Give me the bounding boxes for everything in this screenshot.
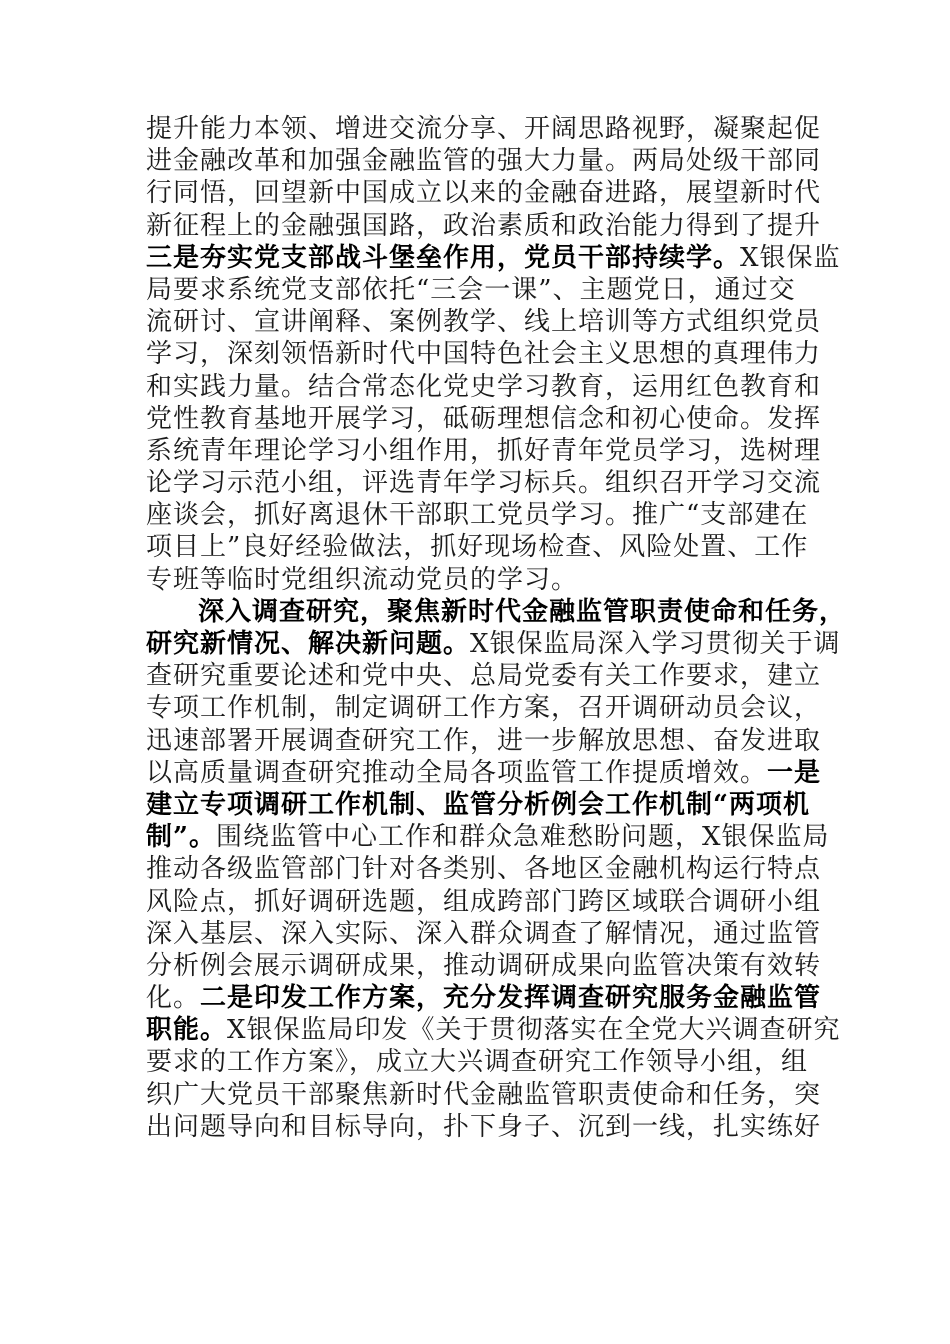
text-segment: 行同悟，回望新中国成立以来的金融奋进路，展望新时代 [146, 178, 822, 209]
text-line [146, 628, 841, 660]
text-line [146, 371, 822, 403]
text-line [146, 596, 847, 628]
text-line [146, 821, 830, 853]
text-line [146, 918, 822, 950]
text-segment: 专项工作机制，制定调研工作方案，召开调研动员会议， [146, 693, 822, 724]
bold-text-segment: 三是夯实党支部战斗堡垒作用，党员干部持续学。 [146, 242, 741, 273]
bold-text-segment: 二是印发工作方案，充分发挥调查研究服务金融监管 [200, 983, 822, 1014]
text-segment: 座谈会，抓好离退休干部职工党员学习。推广“支部建在 [146, 500, 809, 531]
bold-text-segment: 制”。 [146, 822, 216, 853]
text-line [146, 757, 822, 789]
text-line [146, 210, 822, 242]
text-segment: 提升能力本领、增进交流分享、开阔思路视野，凝聚起促 [146, 114, 822, 144]
text-line [146, 660, 822, 692]
text-line [146, 950, 822, 982]
bold-text-segment: 建立专项调研工作机制、监管分析例会工作机制“两项机 [146, 789, 810, 820]
text-segment: 分析例会展示调研成果，推动调研成果向监管决策有效转 [146, 950, 822, 981]
text-segment: 论学习示范小组，评选青年学习标兵。组织召开学习交流 [146, 468, 822, 499]
text-line [146, 853, 822, 885]
text-line [146, 499, 816, 531]
text-segment: 和实践力量。结合常态化党史学习教育，运用红色教育和 [146, 371, 822, 402]
bold-text-segment: 研究新情况、解决新问题。 [146, 629, 471, 659]
bold-text-segment: 职能。 [146, 1015, 228, 1046]
text-segment: 织广大党员干部聚焦新时代金融监管职责使命和任务，突 [146, 1079, 822, 1110]
text-segment: 学习，深刻领悟新时代中国特色社会主义思想的真理伟力 [146, 339, 822, 370]
text-line [146, 403, 822, 435]
text-segment: 党性教育基地开展学习，砥砺理想信念和初心使命。发挥 [146, 403, 822, 434]
text-segment: 围绕监管中心工作和群众急难愁盼问题，X银保监局 [215, 822, 830, 853]
text-segment: 出问题导向和目标导向，扑下身子、沉到一线，扎实练好 [146, 1111, 822, 1142]
text-segment: 风险点，抓好调研选题，组成跨部门跨区域联合调研小组 [146, 886, 822, 917]
text-line [146, 338, 822, 370]
text-segment: 以高质量调查研究推动全局各项监管工作提质增效。 [146, 757, 768, 788]
body-text [146, 113, 847, 1143]
bold-text-segment: 一是 [767, 757, 822, 788]
text-segment: 项目上”良好经验做法，抓好现场检查、风险处置、工作 [146, 532, 809, 563]
text-segment: 系统青年理论学习小组作用，抓好青年党员学习，选树理 [146, 435, 822, 466]
text-line [146, 1014, 841, 1046]
text-segment: 化。 [146, 983, 201, 1014]
text-segment: 迅速部署开展调查研究工作，进一步解放思想、奋发进取 [146, 725, 822, 756]
text-segment: 局要求系统党支部依托“三会一课”、主题党日，通过交 [146, 274, 796, 305]
text-line [146, 467, 822, 499]
text-line [146, 177, 822, 209]
text-segment: 新征程上的金融强国路，政治素质和政治能力得到了提升 [146, 210, 822, 241]
text-line [146, 145, 822, 177]
text-line [146, 1111, 822, 1143]
text-line [146, 435, 822, 467]
text-segment: X银保监 [740, 242, 841, 273]
text-segment: X银保监局深入学习贯彻关于调 [470, 629, 841, 659]
text-line [146, 531, 816, 563]
text-segment: 查研究重要论述和党中央、总局党委有关工作要求，建立 [146, 661, 822, 692]
text-line [146, 564, 816, 596]
text-line [146, 242, 841, 274]
text-line [146, 274, 816, 306]
text-segment: X银保监局印发《关于贯彻落实在全党大兴调查研究 [227, 1015, 841, 1046]
text-line [146, 113, 822, 145]
text-line [146, 789, 816, 821]
text-line [146, 306, 822, 338]
bold-text-segment: 深入调查研究，聚焦新时代金融监管职责使命和任务， [198, 596, 847, 627]
text-segment: 流研讨、宣讲阐释、案例教学、线上培训等方式组织党员 [146, 307, 822, 338]
text-segment: 进金融改革和加强金融监管的强大力量。两局处级干部同 [146, 146, 822, 177]
text-segment: 专班等临时党组织流动党员的学习。 [146, 564, 579, 595]
text-line [146, 1046, 816, 1078]
text-line [146, 886, 822, 918]
text-line [146, 982, 822, 1014]
text-line [146, 725, 822, 757]
text-line [146, 1079, 822, 1111]
text-segment: 深入基层、深入实际、深入群众调查了解情况，通过监管 [146, 918, 822, 949]
text-line [146, 692, 822, 724]
text-segment: 要求的工作方案》，成立大兴调查研究工作领导小组，组 [146, 1047, 809, 1078]
text-segment: 推动各级监管部门针对各类别、各地区金融机构运行特点 [146, 854, 822, 885]
